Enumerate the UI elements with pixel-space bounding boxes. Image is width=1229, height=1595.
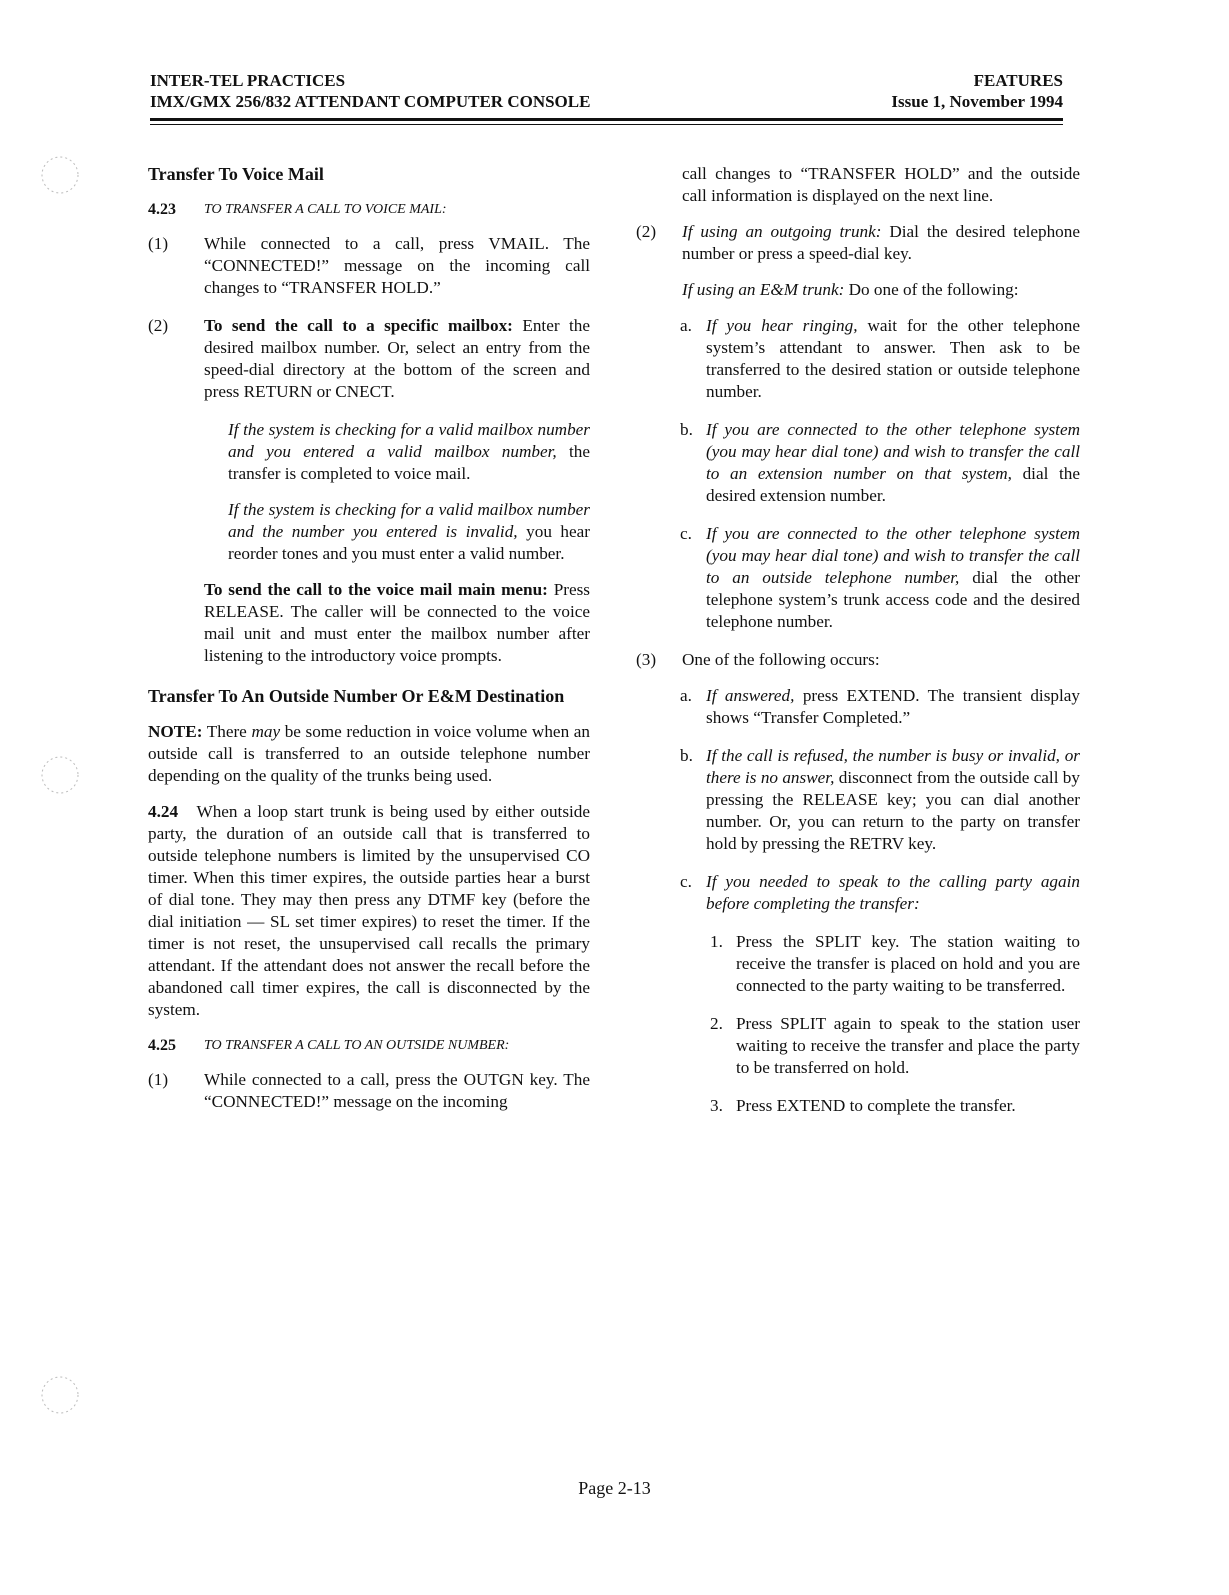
step-1 [148, 233, 590, 299]
outcome-b: b. If the call is refused, the number is busy or invalid, or there is no answer, disconnect from the outside call by pressing the RELEASE key; you can dial another number. Or, you can return to the party on transfer hold by pressing the RETRV key. [680, 746, 1080, 853]
note-label: NOTE: [148, 722, 203, 741]
paragraph-text: When a loop start trunk is being used by either outside party, the duration of an outside call that is transferred to outside telephone numbers is limited by the unsupervised CO timer. When this timer expires, the outside parties hear a burst of dial tone. They may then press any DTMF key (before the dial initiation — SL set timer expires) to reset the timer. If the timer is not reset, the unsupervised call recalls the primary attendant. If the attendant does not answer the recall before the abandoned call timer expires, the call is disconnected by the system. [148, 802, 591, 1019]
option-letter: a. [680, 316, 692, 335]
instruction-body: Do one of the following: [844, 280, 1019, 299]
outside-step-2 [636, 221, 1080, 265]
left-column [148, 163, 590, 1129]
paragraph-number: 4.25 [148, 1037, 176, 1054]
condition-invalid [148, 499, 590, 565]
outcome-c: c. If you needed to speak to the calling party again before completing the transfer: [680, 872, 1080, 913]
header-issue: Issue 1, November 1994 [891, 92, 1063, 111]
step-lead: If using an outgoing trunk: [682, 222, 882, 241]
procedure-4-23 [148, 199, 590, 221]
substep-1: 1. Press the SPLIT key. The station waiting to receive the transfer is placed on hold and you are connected to the party waiting to be transferred. [710, 932, 1080, 995]
outcome-a: a. If answered, press EXTEND. The transient display shows “Transfer Completed.” [680, 686, 1080, 727]
instruction-body: Press RELEASE. The caller will be connected to the voice mail unit and must enter the mailbox number after listening to the introductory voice prompts. [204, 580, 590, 665]
right-column [636, 163, 1080, 1133]
option-letter: a. [680, 686, 692, 705]
continued-text: call changes to “TRANSFER HOLD” and the outside call information is displayed on the next line. [682, 164, 1080, 205]
paragraph-number: 4.23 [148, 201, 176, 218]
step-text [204, 315, 590, 403]
punch-hole-mark [30, 150, 90, 200]
step-number: (1) [148, 234, 169, 253]
condition-valid [148, 419, 590, 485]
condition-lead: If the system is checking for a valid mailbox number and the number you entered is invalid, [228, 500, 590, 541]
step-number: (2) [148, 316, 169, 335]
main-menu-instruction [148, 579, 590, 667]
instruction-lead: To send the call to the voice mail main menu: [204, 580, 548, 599]
paragraph-4-24 [148, 801, 590, 1021]
header-left [150, 70, 590, 112]
condition-body: you hear reorder tones and you must enter a valid number. [228, 522, 590, 563]
instruction-lead: If using an E&M trunk: [682, 280, 845, 299]
step-number: (3) [636, 650, 657, 669]
em-option-a: a. If you hear ringing, wait for the other telephone system’s attendant to answer. Then ask to be transferred to the desired station or outside telephone number. [680, 316, 1080, 401]
em-trunk-instruction [636, 279, 1080, 301]
section-title-voice-mail: Transfer To Voice Mail [148, 164, 324, 184]
note: NOTE: There may be some reduction in voice volume when an outside call is transferred to an outside telephone number depending on the quality of the trunks being used. [148, 722, 590, 785]
step-text: While connected to a call, press VMAIL. The “CONNECTED!” message on the incoming call changes to “TRANSFER HOLD.” [204, 234, 590, 297]
option-letter: b. [680, 746, 693, 765]
procedure-title: TO TRANSFER A CALL TO AN OUTSIDE NUMBER: [204, 1038, 510, 1053]
step-lead: To send the call to a specific mailbox: [204, 316, 513, 335]
option-letter: c. [680, 524, 692, 543]
substep-number: 3. [710, 1096, 723, 1115]
section-title-outside-number: Transfer To An Outside Number Or E&M Destination [148, 686, 565, 706]
substep-number: 2. [710, 1014, 723, 1033]
header-right [891, 70, 1063, 112]
substep-3: 3. Press EXTEND to complete the transfer. [710, 1096, 1016, 1115]
em-option-c: c. If you are connected to the other telephone system (you may hear dial tone) and wish to transfer the call to an outside telephone number, dial the other telephone system’s trunk access code and the desired telephone number. [680, 524, 1080, 631]
step-number: (1) [148, 1070, 169, 1089]
option-letter: c. [680, 872, 692, 891]
step-2 [148, 315, 590, 403]
paragraph-number: 4.24 [148, 802, 179, 821]
header-rule-thin [150, 124, 1063, 125]
step-text: One of the following occurs: [682, 650, 880, 669]
punch-hole-mark [30, 750, 90, 800]
header-manual-title: IMX/GMX 256/832 ATTENDANT COMPUTER CONSOLE [150, 92, 591, 111]
procedure-title: TO TRANSFER A CALL TO VOICE MAIL: [204, 202, 447, 217]
substep-2: 2. Press SPLIT again to speak to the station user waiting to receive the transfer and place the party to be transferred on hold. [710, 1014, 1080, 1077]
substep-number: 1. [710, 932, 723, 951]
step-body: Dial the desired telephone number or press a speed-dial key. [682, 222, 1080, 263]
outside-step-3 [636, 649, 1080, 671]
header-section: FEATURES [973, 71, 1063, 90]
header-rule-thick [150, 118, 1063, 121]
condition-lead: If the system is checking for a valid mailbox number and you entered a valid mailbox number, [228, 420, 590, 461]
procedure-4-25 [148, 1035, 590, 1057]
header-company: INTER-TEL PRACTICES [150, 71, 346, 90]
em-option-b: b. If you are connected to the other telephone system (you may hear dial tone) and wish to transfer the call to an extension number on that system, dial the desired extension number. [680, 420, 1080, 505]
note-text: be some reduction in voice volume when an outside call is transferred to an outside telephone number depending on the quality of the trunks being used. [148, 722, 590, 785]
step-number: (2) [636, 222, 657, 241]
step-text: While connected to a call, press the OUTGN key. The “CONNECTED!” message on the incoming [204, 1070, 590, 1111]
option-letter: b. [680, 420, 693, 439]
outside-step-1 [148, 1069, 590, 1113]
punch-hole-mark [30, 1370, 90, 1420]
page-number: Page 2-13 [578, 1478, 651, 1498]
condition-body: the transfer is completed to voice mail. [228, 442, 591, 483]
step-body: Enter the desired mailbox number. Or, select an entry from the speed-dial directory at the bottom of the screen and press RETURN or CNECT. [204, 316, 590, 401]
